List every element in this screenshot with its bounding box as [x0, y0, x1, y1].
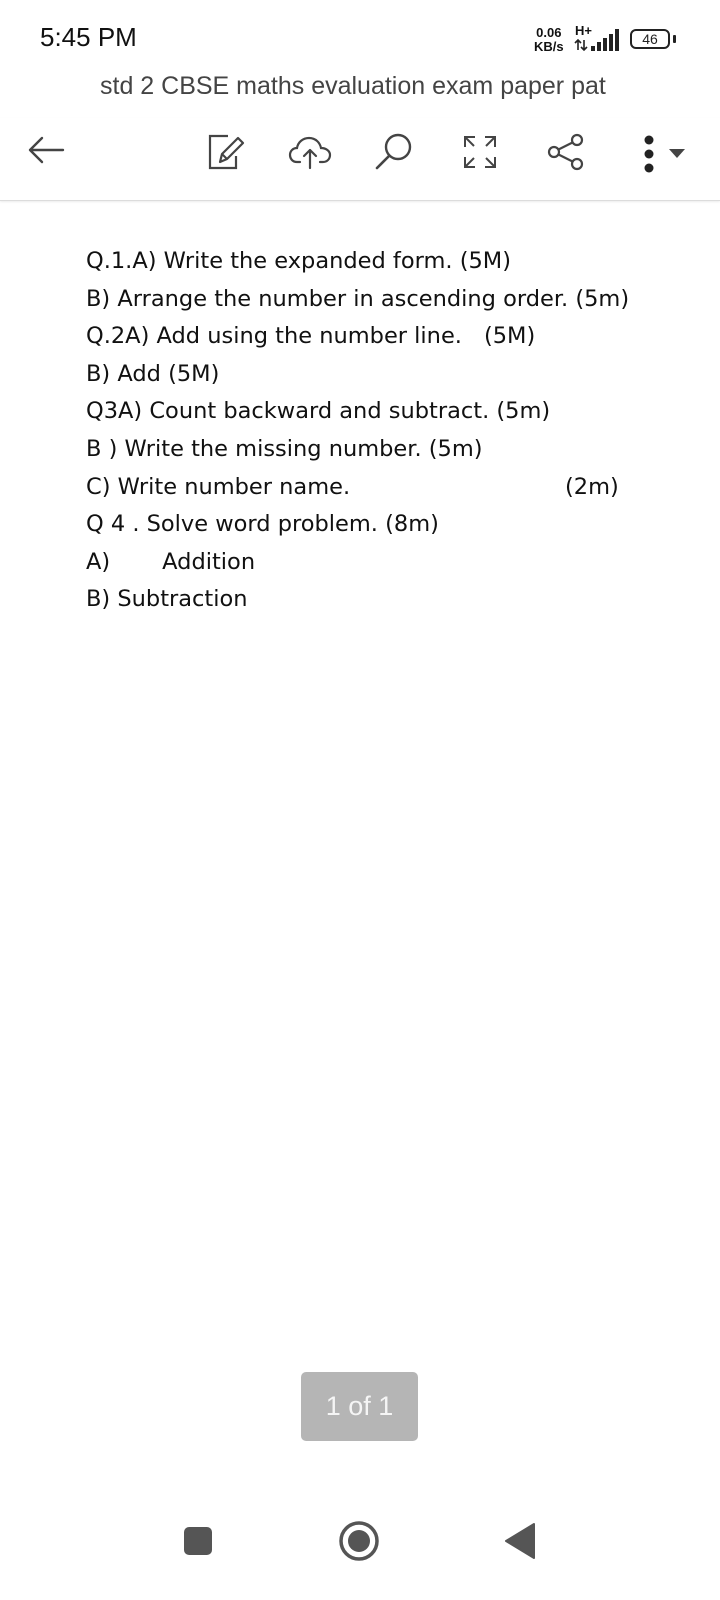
page-indicator: 1 of 1: [301, 1372, 418, 1441]
toolbar: [0, 118, 720, 201]
status-bar: [0, 0, 720, 76]
question-2a: [86, 321, 646, 359]
more-menu-icon[interactable]: [642, 134, 656, 174]
signal-icon: [574, 26, 624, 52]
network-speed: [534, 26, 564, 54]
search-icon[interactable]: [374, 132, 414, 172]
back-arrow-icon[interactable]: [26, 134, 66, 166]
share-icon[interactable]: [546, 132, 586, 172]
edit-icon[interactable]: [206, 132, 246, 172]
question-2a-marks: (5M): [483, 323, 536, 350]
question-4a-label: A): [86, 548, 111, 575]
question-3a: Q3A) Count backward and subtract. (5m): [86, 398, 551, 425]
question-3c: [86, 472, 646, 510]
question-3c-marks: (2m): [565, 473, 619, 500]
question-2a-text: Q.2A) Add using the number line.: [86, 323, 462, 350]
network-speed-value: 0.06: [536, 25, 562, 40]
question-2b: B) Add (5M): [86, 360, 220, 387]
question-1a: Q.1.A) Write the expanded form. (5M): [86, 248, 511, 274]
dropdown-arrow-icon[interactable]: [668, 148, 686, 160]
question-4a: [86, 547, 646, 585]
document-title: std 2 CBSE maths evaluation exam paper pat: [100, 72, 606, 100]
home-circle-icon[interactable]: [338, 1520, 380, 1562]
cloud-upload-icon[interactable]: [288, 134, 332, 170]
document-page: [86, 246, 646, 622]
question-3b: B ) Write the missing number. (5m): [86, 435, 483, 462]
network-type: H+: [575, 23, 592, 38]
fullscreen-icon[interactable]: [462, 134, 498, 170]
network-speed-unit: KB/s: [534, 39, 564, 54]
question-4b: B) Subtraction: [86, 586, 248, 613]
battery-icon: 46: [630, 29, 670, 49]
status-time: 5:45 PM: [40, 22, 137, 52]
battery-tip: [673, 35, 676, 43]
question-4a-text: Addition: [162, 548, 256, 575]
question-1b: B) Arrange the number in ascending order. (5m): [86, 285, 630, 312]
recents-square-icon[interactable]: [183, 1526, 213, 1556]
question-4: Q 4 . Solve word problem. (8m): [86, 511, 439, 538]
question-3c-text: C) Write number name.: [86, 473, 351, 500]
navigation-bar: [0, 1506, 720, 1600]
back-triangle-icon[interactable]: [504, 1523, 536, 1559]
